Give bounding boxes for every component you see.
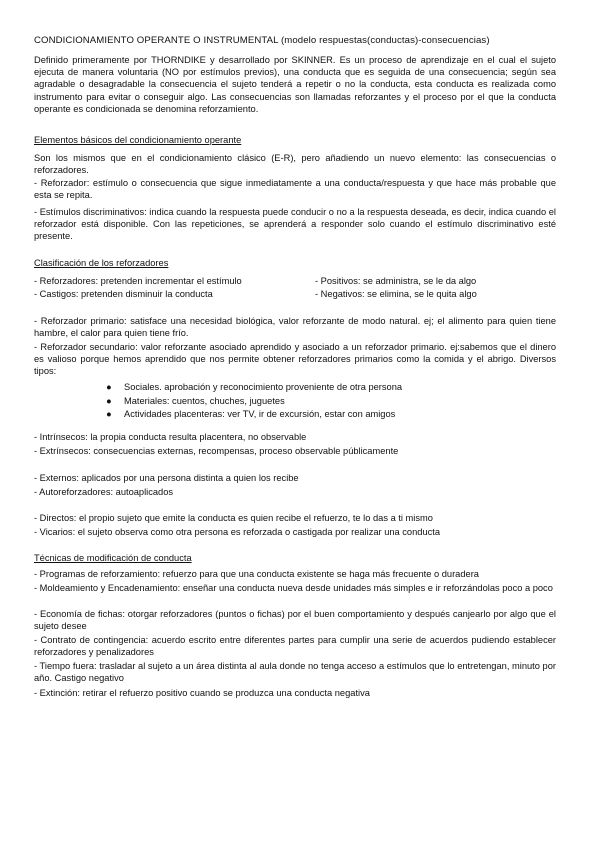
intrinsic-line: - Intrínsecos: la propia conducta resulta placentera, no observable: [34, 432, 307, 442]
elements-paragraph-intro: Son los mismos que en el condicionamiento clásico (E-R), pero añadiendo un nuevo elemento: las consecuencias o reforzadores.: [34, 153, 556, 176]
vicarious-line: - Vicarios: el sujeto observa como otra persona es reforzada o castigada por realizar una conducta: [34, 527, 441, 537]
document-title: CONDICIONAMIENTO OPERANTE O INSTRUMENTAL (modelo respuestas(conductas)-consecuencias): [34, 35, 490, 46]
negative-definition: - Negativos: se elimina, se le quita algo: [315, 289, 477, 299]
section-heading-classification: Clasificación de los reforzadores: [34, 258, 169, 268]
classification-row-2: [34, 288, 564, 300]
elements-paragraph-discriminative: - Estímulos discriminativos: indica cuando la respuesta puede conducir o no a la respuesta deseada, es decir, indica cuando el reforzador está disponible. Con las repeticiones, se aprenderá a responder solo cuando el estímulo discriminativo esté presente.: [34, 207, 556, 242]
list-item: - Tiempo fuera: trasladar al sujeto a un área distinta al aula donde no tenga acceso a estímulos que lo entretengan, minuto por año. Castigo negativo: [34, 661, 556, 684]
positive-definition: - Positivos: se administra, se le da algo: [315, 276, 477, 286]
list-item: ● Actividades placenteras: ver TV, ir de excursión, estar con amigos: [106, 409, 396, 419]
list-item: - Extinción: retirar el refuerzo positivo cuando se produzca una conducta negativa: [34, 688, 370, 698]
bullet-icon: ●: [106, 382, 112, 392]
list-item: - Contrato de contingencia: acuerdo escrito entre diferentes partes para cumplir una serie de acuerdos pudiendo establecer reforzadores y penalizadores: [34, 635, 556, 658]
secondary-reinforcer-paragraph: - Reforzador secundario: valor reforzante asociado aprendido y asociado a un reforzador primario. ej:sabemos que el dinero es valioso porque hemos aprendido que nos permite obtener reforzadores primarios como la comida y el abrigo. Diversos tipos:: [34, 342, 556, 377]
bullet-icon: ●: [106, 409, 112, 419]
intro-paragraph: Definido primeramente por THORNDIKE y desarrollado por SKINNER. Es un proceso de aprendizaje en el cual el sujeto ejecuta de manera voluntaria (NO por estímulos previos), una conducta que es seguida de una consecuencia; según sea agradable o desagradable la consecuencia el sujeto tenderá a repetir o no la conducta, esta conducta es realizada como instrumento para evitar o conseguir algo. Las consecuencias son llamadas reforzantes y el proceso por el que la conducta operante es condicionada se denomina reforzamiento.: [34, 55, 556, 114]
primary-reinforcer-paragraph: - Reforzador primario: satisface una necesidad biológica, valor reforzante de modo natural. ej; el alimento para quien tiene hambre, el calor para quien tiene frío.: [34, 316, 556, 339]
list-item: - Moldeamiento y Encadenamiento: enseñar una conducta nueva desde unidades más simples e ir reforzándolas poco a poco: [34, 583, 553, 593]
list-item: - Programas de reforzamiento: refuerzo para que una conducta existente se haga más frecuente o duradera: [34, 569, 479, 579]
direct-line: - Directos: el propio sujeto que emite la conducta es quien recibe el refuerzo, te lo das a ti mismo: [34, 513, 433, 523]
elements-paragraph-reinforcer: - Reforzador: estímulo o consecuencia que sigue inmediatamente a una conducta/respuesta y que hace más probable que esta se repita.: [34, 178, 556, 201]
classification-row-1: [34, 275, 564, 287]
list-item: ● Materiales: cuentos, chuches, juguetes: [106, 396, 285, 406]
bullet-icon: ●: [106, 396, 112, 406]
list-item: ● Sociales. aprobación y reconocimiento proveniente de otra persona: [106, 382, 403, 392]
section-heading-techniques: Técnicas de modificación de conducta: [34, 553, 192, 563]
self-reinforcers-line: - Autoreforzadores: autoaplicados: [34, 487, 174, 497]
punishments-definition: - Castigos: pretenden disminuir la conducta: [34, 289, 213, 299]
reinforcers-definition: - Reforzadores: pretenden incrementar el estímulo: [34, 276, 242, 286]
section-heading-elements: Elementos básicos del condicionamiento operante: [34, 135, 242, 145]
list-item: - Economía de fichas: otorgar reforzadores (puntos o fichas) por el buen comportamiento y después canjearlo por algo que el sujeto desee: [34, 609, 556, 632]
extrinsic-line: - Extrínsecos: consecuencias externas, recompensas, proceso observable públicamente: [34, 446, 399, 456]
external-line: - Externos: aplicados por una persona distinta a quien los recibe: [34, 473, 299, 483]
